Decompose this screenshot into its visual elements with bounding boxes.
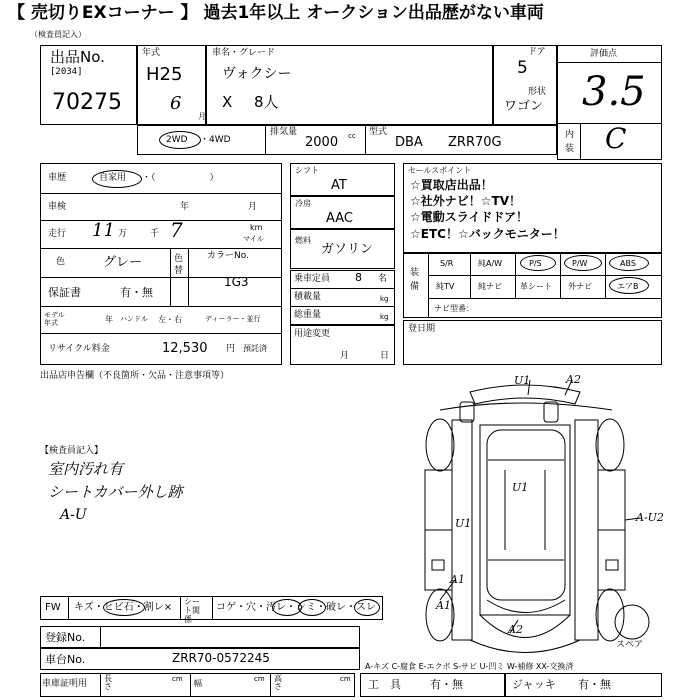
sales-line-4: ☆ETC！☆バックモニター！ (410, 227, 565, 241)
inspection-label: 車検 (48, 202, 67, 212)
equip-ps: P/S (529, 259, 542, 268)
inspector-line-3: A-U (60, 507, 87, 523)
capacity-value: 8 (355, 271, 362, 284)
purpose-month: 月 (340, 351, 350, 361)
cert-height: 高さ (274, 674, 282, 691)
shift-label: シフト (295, 166, 319, 175)
equip-navi: 純ナビ (478, 282, 502, 291)
lot-label: 出品No. (50, 48, 105, 66)
inspector-line-2: シートカバー外し跡 (48, 483, 183, 501)
color-changed: 色替 (174, 254, 184, 276)
jack-value: 有・無 (578, 678, 611, 691)
recycle-unit: 円 (226, 344, 236, 354)
post-date-label: 登日期 (408, 324, 436, 334)
handle-value: 左・右 (158, 315, 182, 324)
name-label: 車名・グレード (212, 48, 276, 58)
model-year-year: 年 (105, 315, 113, 324)
mileage-mile: マイル (243, 235, 264, 243)
inspection-month: 月 (248, 202, 258, 212)
load-unit: kg (380, 295, 389, 303)
mileage-label: 走行 (48, 229, 67, 239)
shape-value: ワゴン (504, 99, 544, 114)
inspector-line-1: 室内汚れ有 (48, 460, 124, 478)
mileage-sen-value: 7 (170, 218, 183, 242)
equip-airbag: エアB (617, 282, 639, 291)
mileage-man: 万 (118, 229, 128, 239)
equipment-label: 装備 (410, 268, 420, 293)
fw-label: FW (45, 602, 61, 613)
chassis-value: ZRR70-0572245 (172, 651, 270, 665)
registration-label: 登録No. (45, 631, 86, 644)
fw-seat-label: シート関係 (184, 597, 200, 624)
diagram-front-left: A1 (450, 573, 465, 586)
seller-note: 出品店申告欄（不良箇所・欠品・注意事項等） (40, 371, 230, 381)
warranty-label: 保証書 (48, 286, 81, 299)
sales-line-3: ☆電動スライドドア！ (410, 210, 529, 224)
cert-length-unit: cm (172, 675, 183, 683)
color-no: 1G3 (224, 275, 249, 289)
grade-name: X (222, 93, 233, 111)
shimi-circle (298, 599, 326, 616)
cert-width: 幅 (194, 679, 202, 688)
inspector-label: 【検査員記入】 (40, 446, 104, 456)
warranty-value: 有・無 (120, 286, 153, 299)
lot-number: 70275 (52, 90, 122, 115)
legend: A-キズ C-腐食 E-エクボ S-サビ U-凹ミ W-補修 XX-交換済 (365, 662, 574, 671)
sales-line-2: ☆社外ナビ！☆TV！ (410, 194, 521, 208)
shape-label: 形状 (528, 87, 547, 97)
diagram-side-right: A-U2 (636, 511, 664, 524)
equip-extnavi: 外ナビ (568, 282, 592, 291)
ac-label: 冷房 (295, 199, 311, 208)
cert-height-unit: cm (340, 675, 351, 683)
history-value: 自家用 (99, 173, 127, 183)
ac-value: AAC (326, 211, 353, 226)
fw-items: キズ・ヒビ石・割レ× (74, 602, 173, 613)
registration-row (40, 626, 360, 648)
mileage-sen: 千 (150, 229, 160, 239)
load-label: 積載量 (294, 292, 322, 302)
seats: 8人 (254, 93, 279, 111)
model-year-label: モデル年式 (44, 311, 65, 327)
weight-label: 総重量 (294, 310, 322, 320)
jack-label: ジャッキ (512, 678, 556, 691)
mileage-km: km (250, 223, 263, 232)
year-era: H25 (146, 64, 183, 85)
handle-label: ハンドル (120, 315, 148, 323)
equip-pw: P/W (572, 259, 588, 268)
disp-label: 排気量 (270, 127, 298, 137)
dealer: ディーラー・並行 (205, 315, 261, 323)
color-value: グレー (103, 255, 143, 270)
diagram-bottom: A2 (508, 623, 523, 636)
year-label: 年式 (142, 48, 161, 58)
purpose-label: 用途変更 (294, 329, 331, 339)
tools-label: 工 具 (368, 678, 401, 691)
disp-value: 2000 (305, 135, 339, 150)
score-value: 3.5 (582, 69, 646, 115)
purpose-day: 日 (380, 351, 390, 361)
recycle-value: 12,530 (162, 341, 208, 356)
cert-width-unit: cm (254, 675, 265, 683)
score-label: 評価点 (590, 49, 618, 59)
equip-sr: S/R (440, 259, 454, 268)
fuel-value: ガソリン (321, 242, 374, 257)
inspection-year: 年 (180, 202, 190, 212)
diagram-a2-top: A2 (566, 373, 581, 386)
type-value: DBA (395, 135, 423, 150)
sales-line-1: ☆買取店出品！ (410, 178, 493, 192)
diagram-roof: U1 (512, 481, 529, 494)
drive-2wd: 2WD (166, 135, 188, 145)
recycle-note: 預託済 (243, 344, 267, 353)
color-no-label: カラーNo. (207, 251, 249, 261)
year-month-unit: 月 (198, 112, 206, 121)
equip-abs: ABS (620, 259, 636, 268)
diagram-side-left: U1 (455, 517, 472, 530)
cert-length: 長さ (104, 674, 112, 691)
banner: 【 売切りEXコーナー 】 過去1年以上 オークション出品歴がない車両 (8, 3, 544, 23)
chassis-label: 車台No. (45, 653, 86, 666)
equip-tv: 純TV (436, 282, 455, 291)
year-month: 6 (170, 93, 182, 114)
drive-4wd: ・4WD (200, 135, 231, 145)
type-label: 型式 (369, 127, 388, 137)
cert-label: 車庫証明用 (42, 679, 88, 689)
history-label: 車歴 (48, 173, 67, 183)
capacity-label: 乗車定員 (294, 274, 331, 284)
door-value: 5 (517, 58, 528, 78)
equip-aw: 純A/W (478, 259, 503, 268)
history-rest: ・（ ） (142, 173, 219, 183)
weight-unit: kg (380, 313, 389, 321)
shift-value: AT (331, 178, 347, 193)
interior-label: 内装 (565, 130, 575, 155)
equip-leather: 革シート (520, 282, 552, 291)
lot-small: [2034] (50, 67, 83, 77)
tools-value: 有・無 (430, 678, 463, 691)
capacity-unit: 名 (378, 274, 388, 284)
navi-model: ナビ型番： (434, 304, 474, 313)
hibi-circle (103, 599, 145, 616)
diagram-top-note: U1 (514, 374, 531, 387)
spare-label: スペア (616, 640, 644, 650)
disp-unit: cc (348, 132, 356, 140)
top-note: （検査員記入） (30, 30, 86, 39)
interior-value: C (605, 122, 627, 155)
mileage-man-value: 11 (92, 220, 115, 241)
fuel-label: 燃料 (295, 236, 311, 245)
sure-circle (354, 599, 380, 616)
color-label: 色 (56, 257, 66, 267)
model-name: ヴォクシー (222, 66, 292, 82)
type-code: ZRR70G (448, 135, 502, 150)
recycle-label: リサイクル料金 (48, 344, 110, 354)
fw-seat-items: コゲ・穴・汚レ・シミ・破レ・スレ (216, 602, 376, 613)
diagram-front-left2: A1 (436, 599, 451, 612)
door-label: ドア (528, 47, 546, 57)
sales-label: セールスポイント (408, 166, 472, 175)
